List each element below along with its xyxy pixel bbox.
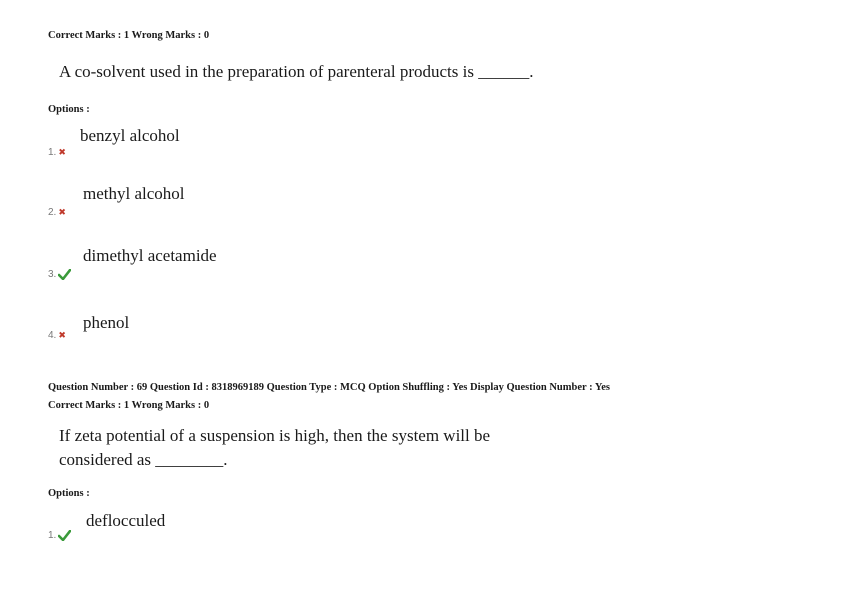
cross-icon: ✖ <box>58 330 66 341</box>
q2-option-1-text: deflocculed <box>86 511 166 530</box>
q1-question-text: A co-solvent used in the preparation of parenteral products is ______. <box>59 62 534 81</box>
q2-question-line-2: considered as ________. <box>59 450 228 469</box>
check-icon <box>58 269 71 280</box>
q2-question-text <box>59 424 490 472</box>
q2-question-line-1: If zeta potential of a suspension is high, then the system will be <box>59 426 491 445</box>
q2-option-1-number: 1. <box>48 530 57 541</box>
q1-option-3-marker <box>48 269 71 280</box>
q1-option-1-number: 1. <box>48 147 57 158</box>
q2-options-label: Options : <box>48 488 90 499</box>
q1-option-2-text: methyl alcohol <box>83 184 185 203</box>
check-icon <box>58 530 71 541</box>
q1-option-1-marker <box>48 147 66 158</box>
q1-option-2-marker <box>48 207 66 218</box>
q1-option-2-number: 2. <box>48 207 57 218</box>
q1-option-4-number: 4. <box>48 330 57 341</box>
q1-options-label: Options : <box>48 104 90 115</box>
cross-icon: ✖ <box>58 207 66 218</box>
q1-option-4-text: phenol <box>83 313 130 332</box>
q2-marks: Correct Marks : 1 Wrong Marks : 0 <box>48 400 210 411</box>
q1-option-4-marker <box>48 330 66 341</box>
q1-option-3-text: dimethyl acetamide <box>83 246 217 265</box>
q1-option-1-text: benzyl alcohol <box>80 126 180 145</box>
cross-icon: ✖ <box>58 147 66 158</box>
q1-marks: Correct Marks : 1 Wrong Marks : 0 <box>48 30 210 41</box>
q2-option-1-marker <box>48 530 71 541</box>
q1-option-3-number: 3. <box>48 269 57 280</box>
q2-info: Question Number : 69 Question Id : 8318969189 Question Type : MCQ Option Shuffling : Yes Display Question Number : Yes <box>48 382 611 393</box>
